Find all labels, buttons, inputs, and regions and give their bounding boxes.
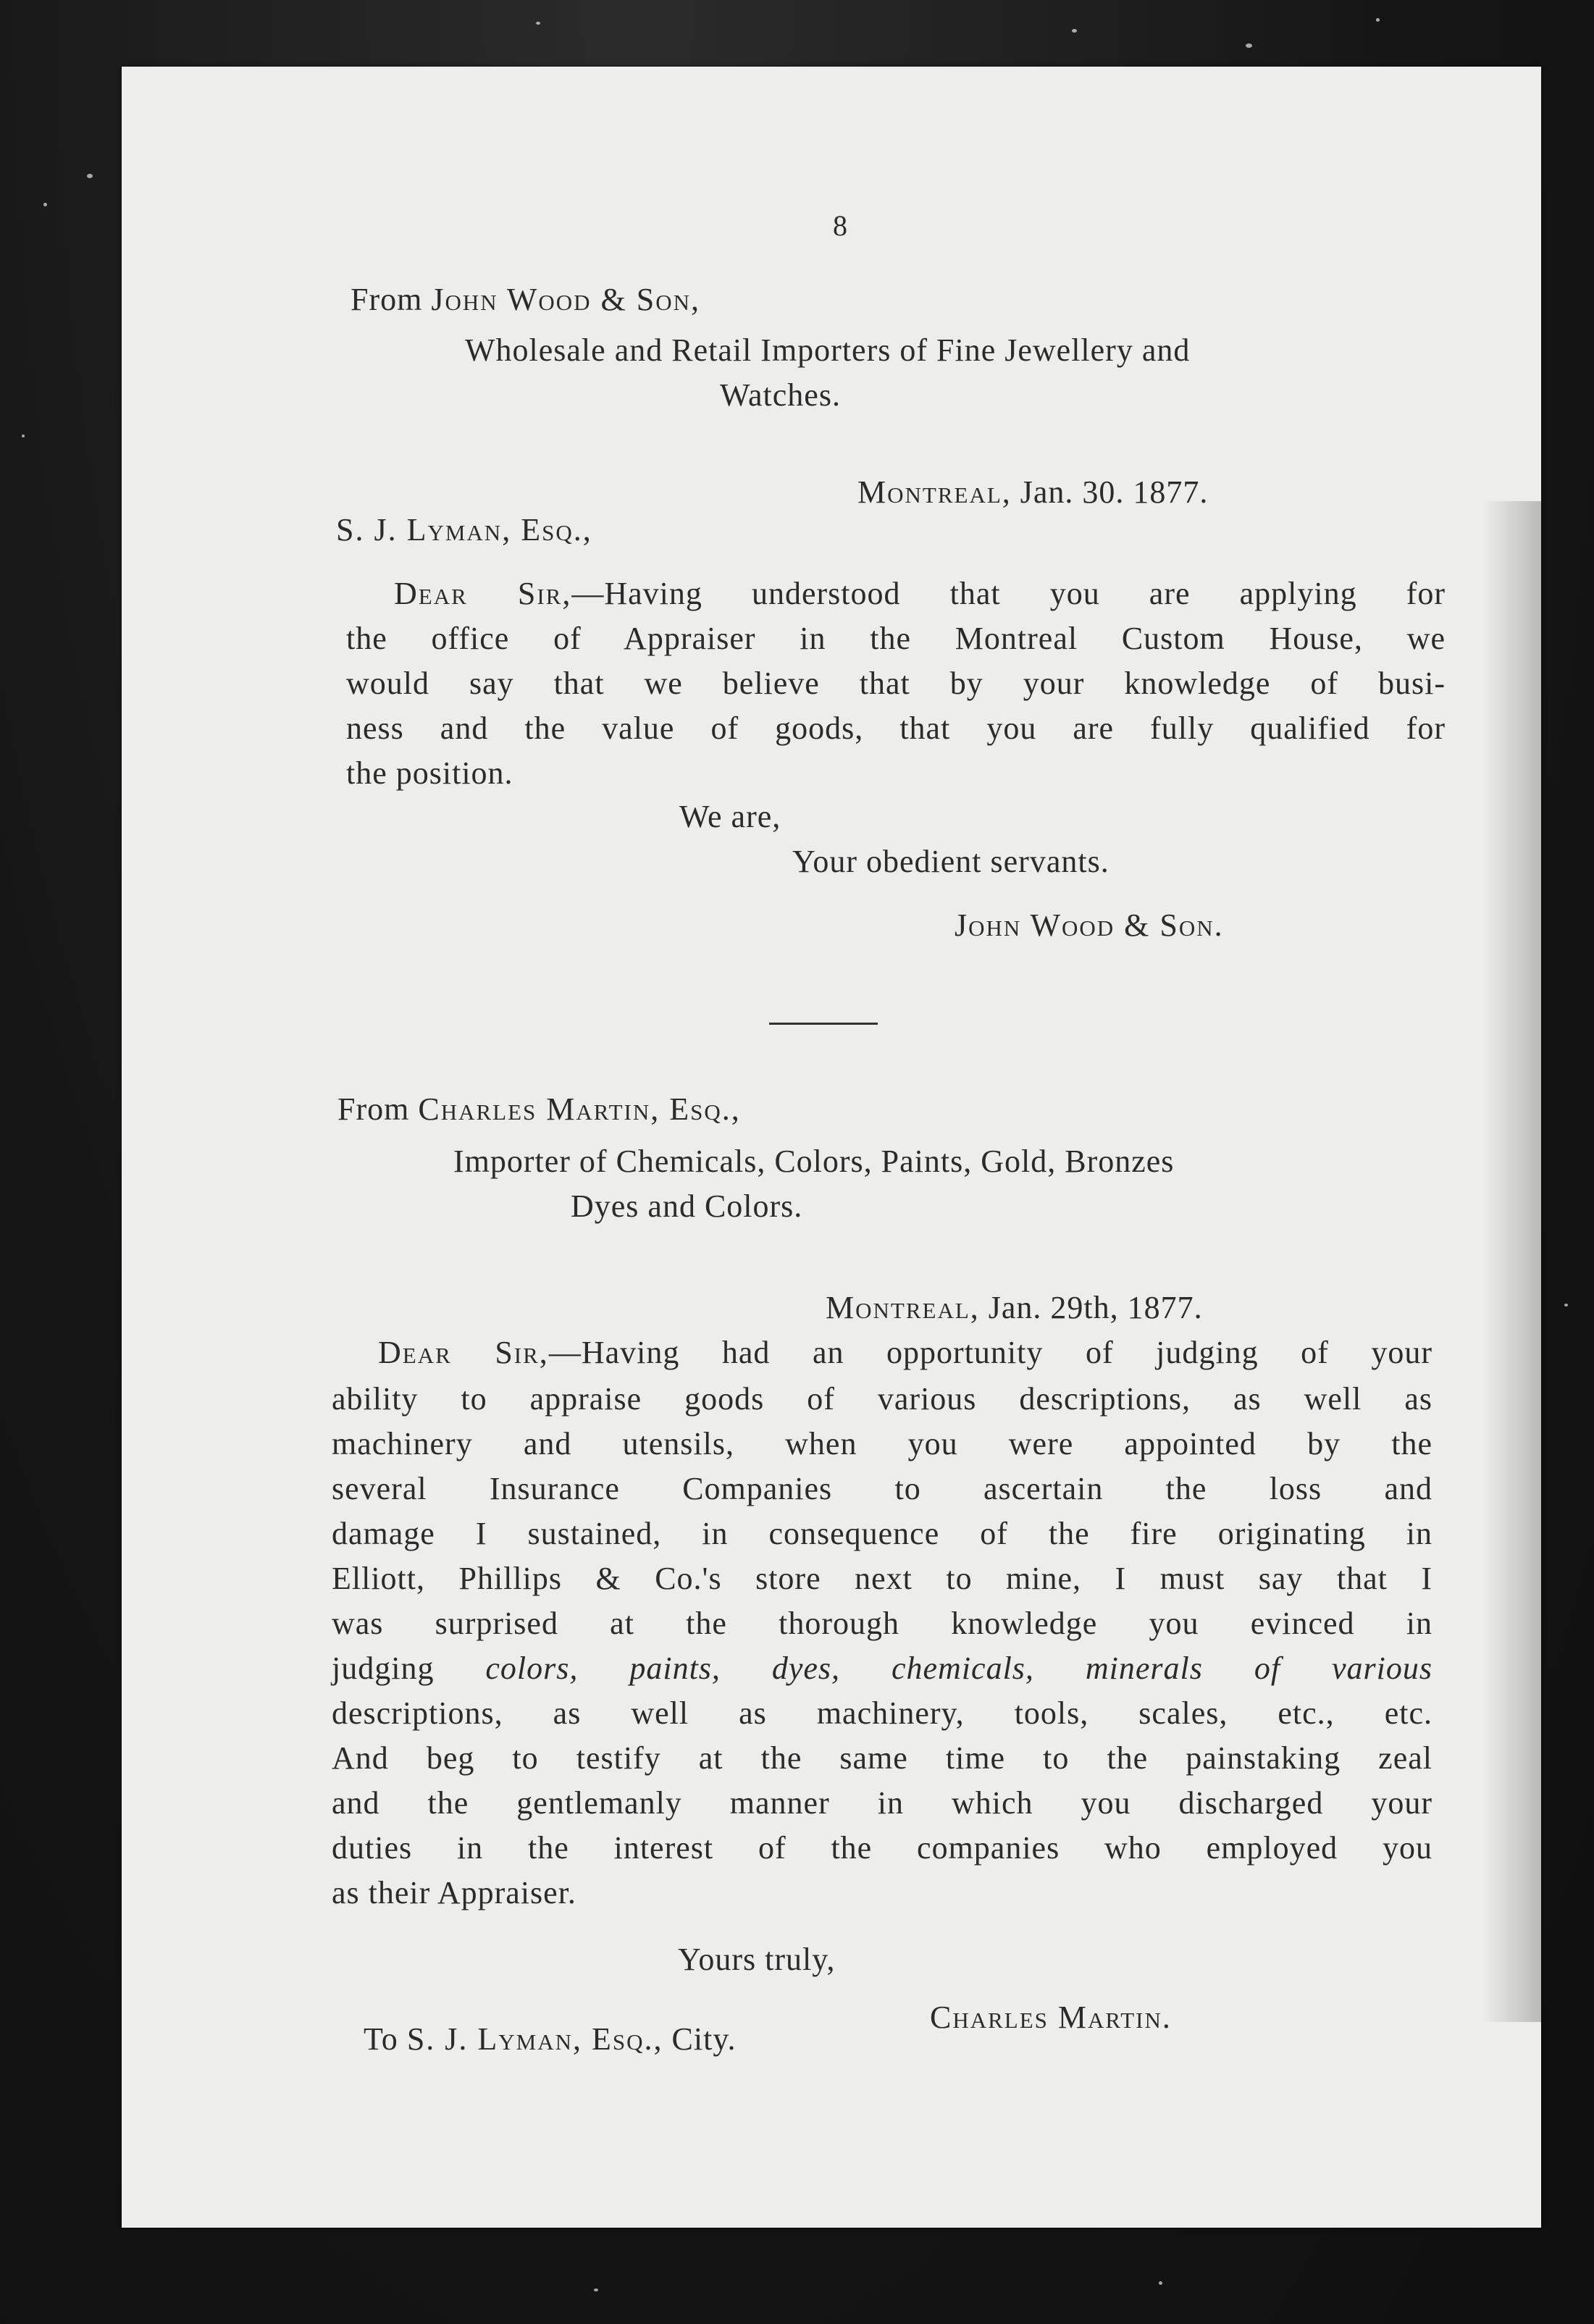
business-description-line: Watches. [720,377,841,413]
letter-body-line [332,1650,1432,1686]
dust-speck [22,435,25,437]
dateline [826,1292,1203,1324]
body-text: —Having understood that you are applying for [571,576,1446,611]
letter-body-line: And beg to testify at the same time to the painstaking zeal [332,1740,1432,1776]
from-line [337,1091,741,1127]
sender-name: John Wood & Son, [431,282,701,317]
closing: Your obedient servants. [792,844,1109,879]
from-prefix: From [337,1091,410,1127]
body-text: judging [332,1650,435,1686]
letter-body-line: was surprised at the thorough knowledge you evinced in [332,1606,1432,1641]
letter-body-line: the position. [346,755,513,791]
signature: John Wood & Son. [955,907,1224,943]
letter-body-line: would say that we believe that by your knowledge of busi- [346,666,1446,701]
dateline-place: Montreal, [857,474,1012,510]
letter-body-line: machinery and utensils, when you were appointed by the [332,1426,1432,1461]
signature: Charles Martin. [930,2000,1172,2035]
salutation: Dear Sir, [378,1335,549,1370]
addressee: S. J. Lyman, Esq., [336,512,592,548]
dust-speck [1376,18,1380,22]
dust-speck [1564,1304,1568,1306]
page-number: 8 [833,209,848,242]
body-text: —Having had an opportunity of judging of your [548,1335,1433,1370]
letter-body-line: damage I sustained, in consequence of the fire originating in [332,1516,1432,1551]
closing: Yours truly, [678,1942,836,1977]
italic-list: colors, paints, dyes, chemicals, minerals of various [485,1650,1432,1686]
business-description-line: Dyes and Colors. [571,1188,803,1224]
closing: We are, [679,799,781,834]
dateline-date: Jan. 29th, 1877. [988,1290,1203,1325]
sender-name: Charles Martin, Esq., [418,1091,741,1127]
from-line [351,284,700,316]
from-prefix: From [351,282,423,317]
letter-body-line: several Insurance Companies to ascertain the loss and [332,1471,1432,1506]
dust-speck [594,2289,598,2291]
letter-body-line: descriptions, as well as machinery, tools, scales, etc., etc. [332,1695,1432,1731]
letter-body-line [378,1337,1432,1369]
letter-body-line: and the gentlemanly manner in which you discharged your [332,1785,1432,1821]
dust-speck [87,174,93,178]
recipient-line [364,2023,736,2055]
recipient-suffix: City. [671,2021,737,2057]
dust-speck [1072,29,1077,33]
salutation: Dear Sir, [394,576,572,611]
dust-speck [1246,43,1252,48]
recipient-name: S. J. Lyman, Esq., [406,2021,663,2057]
dust-speck [536,22,540,25]
dateline-place: Montreal, [826,1290,980,1325]
document-page [122,67,1541,2228]
business-description-line: Wholesale and Retail Importers of Fine Jewellery and [465,332,1191,368]
letter-body-line: ability to appraise goods of various descriptions, as well as [332,1381,1432,1417]
dateline-date: Jan. 30. 1877. [1020,474,1209,510]
letter-body-line: ness and the value of goods, that you are fully qualified for [346,710,1446,746]
dateline [857,474,1209,510]
letter-body-line: as their Appraiser. [332,1875,576,1910]
business-description-line: Importer of Chemicals, Colors, Paints, Gold, Bronzes [453,1144,1175,1179]
dust-speck [43,203,47,206]
letter-body-line: duties in the interest of the companies who employed you [332,1830,1432,1866]
letter-body-line: the office of Appraiser in the Montreal Custom House, we [346,621,1446,656]
recipient-prefix: To [364,2021,398,2057]
letter-body-line: Elliott, Phillips & Co.'s store next to mine, I must say that I [332,1561,1432,1596]
letter-body-line [394,578,1446,610]
dust-speck [1159,2281,1162,2285]
section-divider [769,1023,878,1025]
